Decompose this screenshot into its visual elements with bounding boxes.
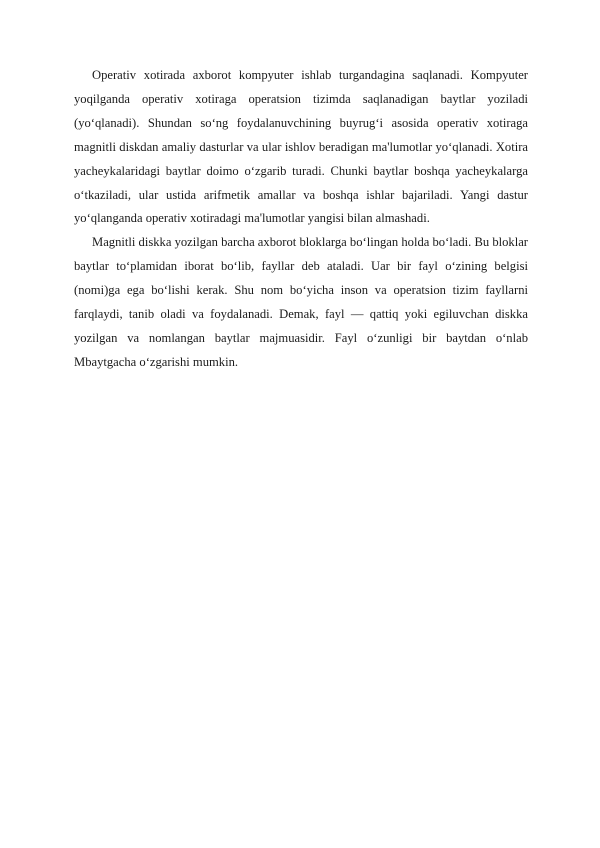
paragraph-operative-memory: Operativ xotirada axborot kompyuter ishlab turgandagina saqlanadi. Kompyuter yoqilganda operativ xotiraga operatsion tizimda saqlanadigan baytlar yoziladi (yo‘qlanadi). Shundan so‘ng foydalanuvchining buyrug‘i asosida operativ xotiraga magnitli diskdan amaliy dasturlar va ular ishlov beradigan ma'lumotlar yo‘qlanadi. Xotira yacheykalaridagi baytlar doimo o‘zgarib turadi. Chunki baytlar boshqa yacheykalarga o‘tkaziladi, ular ustida arifmetik amallar va boshqa ishlar bajariladi. Yangi dastur yo‘qlanganda operativ xotiradagi ma'lumotlar yangisi bilan almashadi. <box>74 68 528 226</box>
body-text <box>74 64 528 375</box>
paragraph-magnetic-disk-files: Magnitli diskka yozilgan barcha axborot bloklarga bo‘lingan holda bo‘ladi. Bu bloklar baytlar to‘plamidan iborat bo‘lib, fayllar deb ataladi. Uar bir fayl o‘zining belgisi (nomi)ga ega bo‘lishi kerak. Shu nom bo‘yicha inson va operatsion tizim fayllarni farqlaydi, tanib oladi va foydalanadi. Demak, fayl — qattiq yoki egiluvchan diskka yozilgan va nomlangan baytlar majmuasidir. Fayl o‘zunligi bir baytdan o‘nlab Mbaytgacha o‘zgarishi mumkin. <box>74 235 528 369</box>
